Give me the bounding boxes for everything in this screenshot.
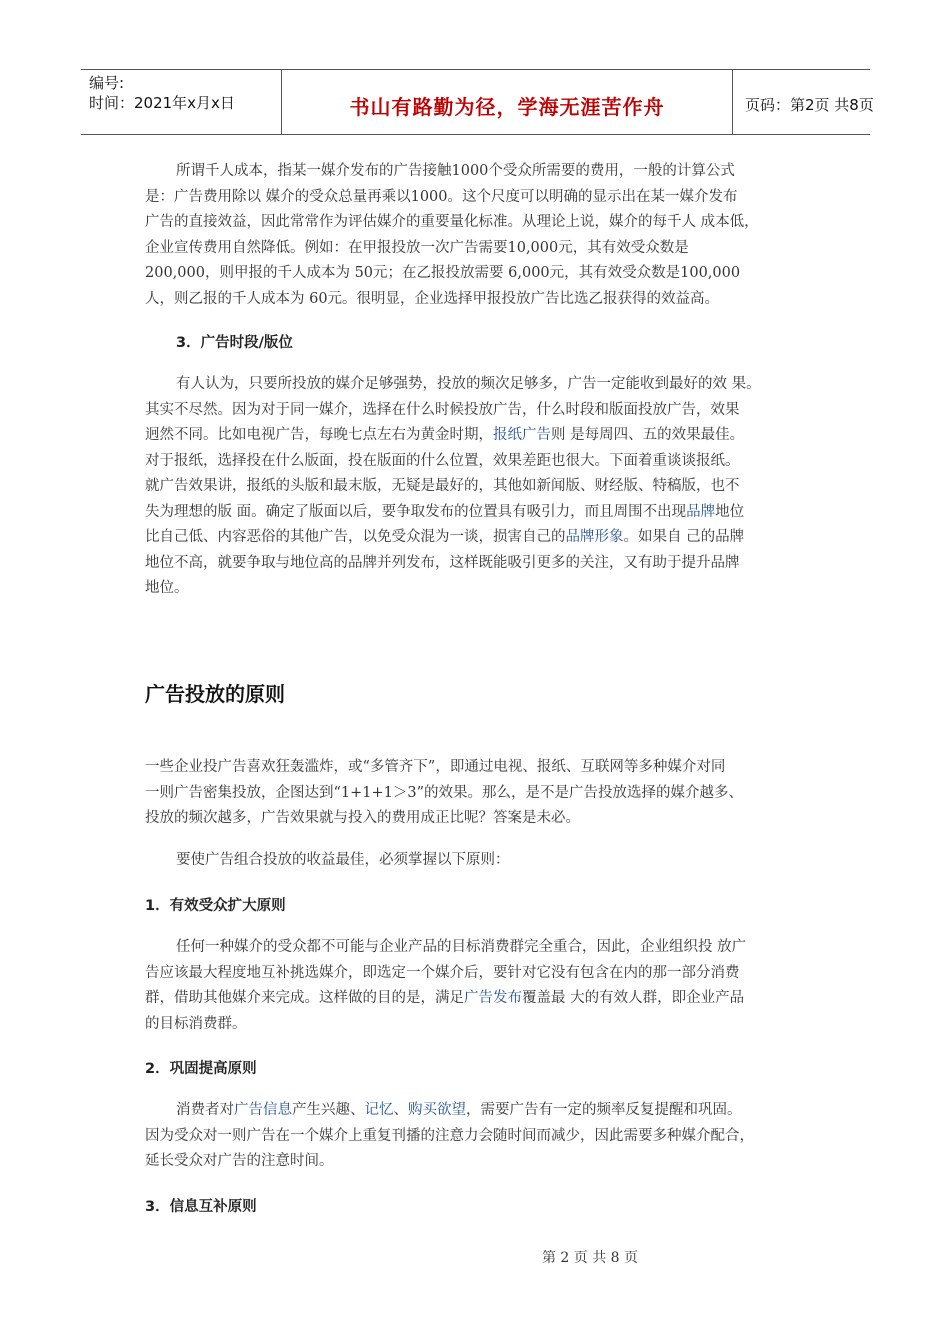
text-span: 则 是每周四、五的效果最佳。 [551, 427, 745, 443]
rule-1-title: 1．有效受众扩大原则 [145, 898, 286, 914]
document-number-label: 编号: [89, 74, 125, 92]
link-ad-publishing[interactable]: 广告发布 [464, 990, 522, 1006]
text-span: 群，借助其他媒介来完成。这样做的目的是，满足 [145, 990, 464, 1006]
paragraph-rule-2 [145, 1098, 805, 1175]
paragraph-principles-lead [145, 848, 805, 874]
text-span: 迥然不同。比如电视广告，每晚七点左右为黄金时期， [145, 427, 493, 443]
rule-3-title: 3．信息互补原则 [145, 1199, 257, 1215]
header-right-cell [733, 70, 874, 134]
header-motto-cell [282, 70, 733, 134]
subheading-ad-slot: 3．广告时段/版位 [176, 335, 293, 351]
text-line: 告应该最大程度地互补挑选媒介，即选定一个媒介后，要针对它没有包含在内的那一部分消费 [145, 964, 740, 981]
paragraph-rule-1 [145, 935, 805, 1037]
footer-page-number: 第 2 页 共 8 页 [541, 1250, 639, 1266]
link-ad-info[interactable]: 广告信息 [234, 1102, 292, 1118]
text-line: 的目标消费群。 [145, 1015, 247, 1032]
text-line: 一则广告密集投放，企图达到“1+1+1＞3”的效果。那么，是不是广告投放选择的媒介越多、 [145, 784, 744, 801]
text-line [145, 423, 805, 449]
link-brand[interactable]: 品牌 [686, 503, 716, 520]
rule-2-title: 2．巩固提高原则 [145, 1061, 257, 1077]
link-brand-image[interactable]: 品牌形象 [565, 529, 624, 545]
text-line: 任何一种媒介的受众都不可能与企业产品的目标消费群完全重合，因此，企业组织投 放广 [176, 939, 747, 955]
text-line: 其实不尽然。因为对于同一媒介，选择在什么时候投放广告，什么时段和版面投放广告，效果 [145, 401, 740, 418]
text-line [145, 500, 805, 526]
text-line: 企业宣传费用自然降低。例如：在甲报投放一次广告需要10,000元，其有效受众数是 [145, 239, 689, 256]
header-page-code: 页码：第2页 共8页 [745, 96, 874, 114]
paragraph-cpm [145, 159, 805, 312]
header-motto: 书山有路勤为径，学海无涯苦作舟 [349, 95, 665, 119]
text-span: ，需要广告有一定的频率反复提醒和巩固。 [466, 1102, 742, 1118]
section-title: 广告投放的原则 [145, 682, 285, 706]
text-line: 是：广告费用除以 媒介的受众总量再乘以1000。这个尺度可以明确的显示出在某一媒介发布 [145, 188, 738, 205]
header-table [81, 69, 874, 135]
text-span: 覆盖最 大的有效人群，即企业产品 [522, 990, 745, 1006]
text-line: 地位不高，就要争取与地位高的品牌并列发布，这样既能吸引更多的关注，又有助于提升品牌 [145, 554, 740, 571]
text-line: 有人认为，只要所投放的媒介足够强势，投放的频次足够多，广告一定能收到最好的效 果。 [176, 376, 761, 392]
page-footer [0, 1247, 950, 1267]
document-date-label: 时间：2021年x月x日 [89, 94, 235, 112]
link-newspaper-ad[interactable]: 报纸广告 [493, 427, 551, 443]
text-span: 、 [393, 1102, 408, 1118]
text-line: 广告的直接效益，因此常常作为评估媒介的重要量化标准。从理论上说，媒介的每千人 成本低， [145, 214, 759, 230]
text-line: 一些企业投广告喜欢狂轰滥炸，或“多管齐下”，即通过电视、报纸、互联网等多种媒介对同 [145, 759, 726, 775]
text-span: 。如果自 己的品牌 [623, 529, 745, 545]
link-memory[interactable]: 记忆 [364, 1102, 394, 1118]
text-line: 所谓千人成本，指某一媒介发布的广告接触1000个受众所需要的费用，一般的计算公式 [176, 163, 735, 179]
text-line: 地位。 [145, 580, 189, 596]
text-line [145, 986, 805, 1012]
text-span: 比自己低、内容恶俗的其他广告，以免受众混为一谈，损害自己的 [145, 529, 566, 545]
paragraph-ad-slot [145, 372, 805, 602]
text-span: 失为理想的版 面。确定了版面以后，要争取发布的位置具有吸引力，而且周围不出现 [145, 503, 687, 520]
text-line: 人，则乙报的千人成本为 60元。很明显，企业选择甲报投放广告比选乙报获得的效益高。 [145, 290, 720, 307]
text-line: 对于报纸，选择投在什么版面，投在版面的什么位置，效果差距也很大。下面着重谈谈报纸。 [145, 452, 740, 469]
text-line: 就广告效果讲，报纸的头版和最末版，无疑是最好的，其他如新闻版、财经版、特稿版，也不 [145, 478, 740, 494]
text-line: 200,000，则甲报的千人成本为 50元；在乙报投放需要 6,000元，其有效受众数是100,000 [145, 265, 741, 281]
header-left-cell [81, 70, 282, 134]
text-line [145, 525, 805, 551]
text-line: 投放的频次越多，广告效果就与投入的费用成正比呢？答案是未必。 [145, 810, 580, 826]
text-span: 地位 [715, 503, 745, 520]
text-span: 产生兴趣、 [292, 1102, 365, 1118]
text-line [145, 1098, 805, 1124]
text-line: 要使广告组合投放的收益最佳，必须掌握以下原则： [176, 852, 510, 868]
text-line: 因为受众对一则广告在一个媒介上重复刊播的注意力会随时间而减少，因此需要多种媒介配合， [145, 1127, 754, 1144]
text-line: 延长受众对广告的注意时间。 [145, 1153, 334, 1169]
text-span: 消费者对 [176, 1102, 234, 1118]
paragraph-intro-principles [145, 755, 805, 832]
link-purchase-desire[interactable]: 购买欲望 [408, 1102, 466, 1118]
